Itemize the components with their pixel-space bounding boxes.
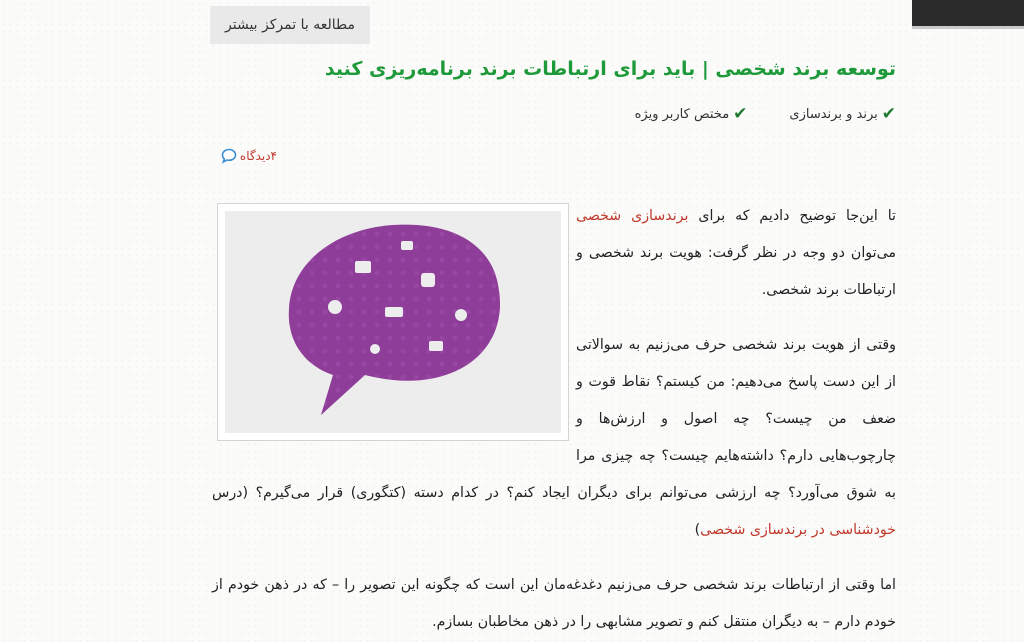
meta-category[interactable] bbox=[789, 104, 896, 124]
paragraph-1: تا این‌جا توضیح دادیم که برای برندسازی شخصی می‌توان دو وجه در نظر گرفت: هویت برند شخصی و ارتباطات برند شخصی. bbox=[576, 208, 897, 298]
comments-link[interactable] bbox=[221, 148, 277, 164]
check-icon: ✔ bbox=[881, 104, 896, 124]
self-knowledge-link[interactable]: خودشناسی در برندسازی شخصی bbox=[700, 522, 896, 538]
comments-count: ۴دیدگاه bbox=[239, 149, 277, 163]
article-body bbox=[212, 198, 896, 642]
check-icon: ✔ bbox=[733, 104, 748, 124]
focus-reading-button[interactable]: مطالعه با تمرکز بیشتر bbox=[210, 6, 370, 44]
meta-access bbox=[635, 104, 748, 124]
category-label: برند و برندسازی bbox=[789, 106, 878, 122]
paragraph-3: اما وقتی از ارتباطات برند شخصی حرف می‌زنیم دغدغه‌مان این است که چگونه این تصویر را – که در ذهن خودم از خودم دارم – به دیگران منتقل کنم و تصویر مشابهی را در ذهن مخاطبان بسازم. bbox=[212, 577, 896, 630]
speech-bubble-icon bbox=[221, 148, 237, 164]
article-title[interactable]: توسعه برند شخصی | باید برای ارتباطات برند برنامه‌ریزی کنید bbox=[324, 58, 896, 80]
paragraph-2: وقتی از هویت برند شخصی حرف می‌زنیم به سوالاتی از این دست پاسخ می‌دهیم: من کیستم؟ نقاط قوت و ضعف من چیست؟ چه اصول و ارزش‌ها و چارچوب‌هایی دارم؟ داشته‌هایم چیست؟ چه چیزی مرا به شوق می‌آورد؟ چه ارزشی می‌توانم برای دیگران ایجاد کنم؟ در کدام دسته (کتگوری) قرار می‌گیرم؟ (درس خودشناسی در برندسازی شخصی) bbox=[212, 337, 896, 538]
access-label: مختص کاربر ویژه bbox=[634, 106, 730, 122]
personal-branding-link[interactable]: برندسازی شخصی bbox=[576, 208, 689, 224]
top-bar-divider bbox=[912, 26, 1024, 29]
top-bar bbox=[912, 0, 1024, 26]
article-meta bbox=[635, 104, 896, 124]
image-float-spacer bbox=[212, 198, 576, 446]
